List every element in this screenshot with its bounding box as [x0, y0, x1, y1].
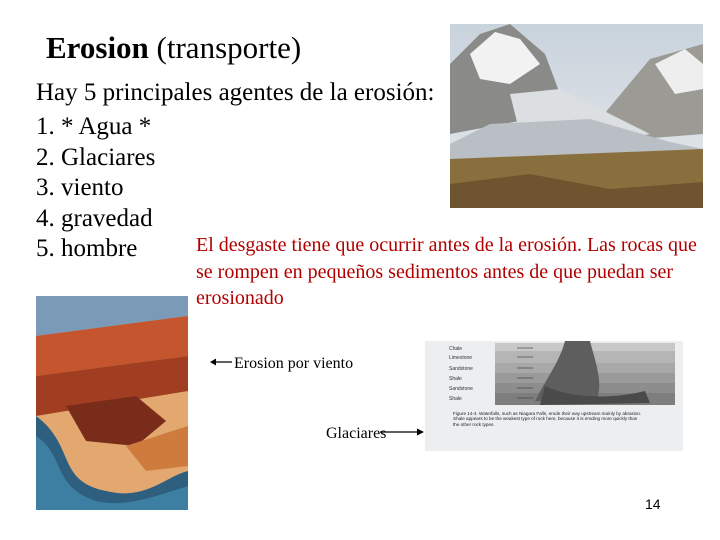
arrow-right-icon — [380, 427, 424, 437]
agent-item: 2. Glaciares — [36, 143, 156, 171]
agent-item: 3. viento — [36, 174, 124, 201]
wind-erosion-label: Erosion por viento — [234, 355, 354, 372]
canyon-illustration — [36, 296, 188, 510]
agent-item: 4. gravedad — [36, 204, 153, 232]
arrow-left-icon — [210, 357, 232, 367]
page-number: 14 — [645, 496, 661, 512]
slide-title — [46, 30, 301, 66]
waterfall-diagram — [425, 341, 683, 451]
agents-list — [36, 112, 155, 265]
glaciers-label: Glaciares — [326, 425, 387, 442]
diagram-layer-label: Shale — [449, 396, 462, 402]
diagram-layer-label: Shale — [449, 376, 462, 382]
intro-text: Hay 5 principales agentes de la erosión: — [36, 79, 435, 106]
weathering-note: El desgaste tiene que ocurrir antes de la erosión. Las rocas que se rompen en pequeños sedimentos antes de que puedan ser erosionado — [196, 234, 697, 309]
agent-item: 1. * Agua * — [36, 113, 152, 140]
diagram-layer-label: Sandstone — [449, 366, 473, 372]
diagram-caption: Figure 14-4. Waterfalls, such as Niagara Falls, erode their way upstream mainly by abrasion. Shale appears to be the weakest type of rock here, because it is eroding more quickly than the other rock types. — [453, 411, 642, 427]
diagram-layer-label: Sandstone — [449, 386, 473, 392]
title-bold: Erosion — [46, 30, 149, 65]
glacier-photo — [450, 24, 703, 208]
title-rest: (transporte) — [148, 30, 302, 65]
diagram-layer-label: Chale — [449, 346, 463, 352]
diagram-layer-label: Limestone — [449, 355, 473, 361]
agent-item: 5. hombre — [36, 235, 138, 262]
